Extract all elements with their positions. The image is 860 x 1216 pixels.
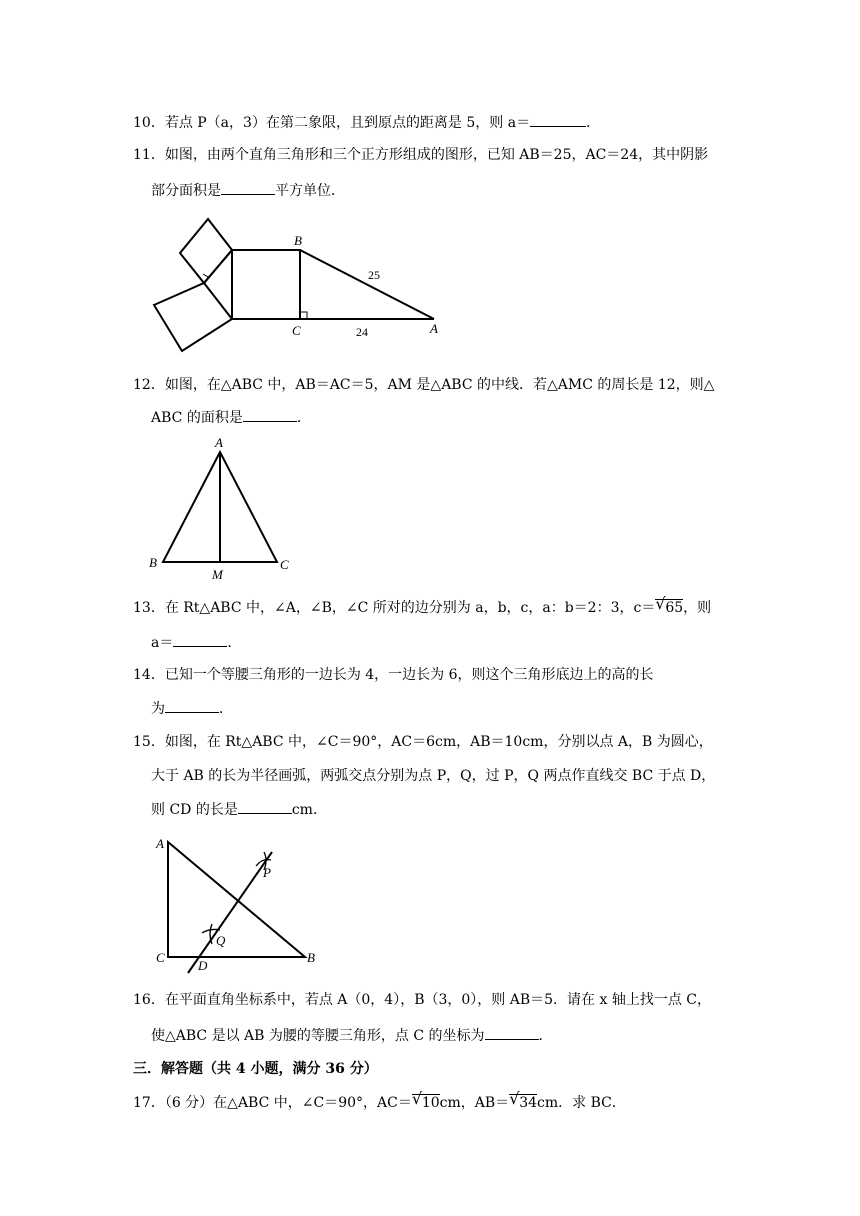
question-13-line1: 13．在 Rt△ABC 中，∠A，∠B，∠C 所对的边分别为 a，b，c，a：b＝2：3，c＝ √ 65，则 [133, 594, 712, 616]
answer-blank[interactable] [243, 407, 297, 422]
question-17: 17．（6 分）在△ABC 中，∠C＝90°，AC＝ √ 10cm，AB＝ √ 34cm．求 BC． [133, 1089, 626, 1111]
label-c: C [156, 950, 165, 965]
question-10: 10．若点 P（a，3）在第二象限，且到原点的距离是 5，则 a＝ ． [133, 112, 600, 133]
question-11-line2: 部分面积是 平方单位． [151, 180, 345, 201]
question-15-line1: 15．如图，在 Rt△ABC 中，∠C＝90°，AC＝6cm，AB＝10cm，分别以点 A，B 为圆心， [133, 734, 713, 750]
label-25: 25 [368, 268, 380, 282]
answer-blank[interactable] [221, 180, 275, 195]
label-b: B [307, 950, 315, 965]
answer-blank[interactable] [485, 1025, 539, 1040]
label-a: A [156, 836, 164, 851]
medium-square [154, 283, 232, 351]
question-12-line2: ABC 的面积是 ． [151, 407, 311, 428]
q10-text: 10．若点 P（a，3）在第二象限，且到原点的距离是 5，则 a＝ [133, 115, 531, 131]
figure-squares-triangle [150, 215, 450, 355]
label-p: P [263, 865, 271, 880]
triangle-abc [168, 842, 305, 957]
big-square [232, 250, 300, 319]
hypotenuse-ab [300, 250, 434, 319]
question-12-line1: 12．如图，在△ABC 中，AB＝AC＝5，AM 是△ABC 的中线．若△AMC 的周长是 12，则△ [133, 377, 715, 393]
answer-blank[interactable] [165, 698, 219, 713]
question-14-line2: 为 ． [151, 698, 233, 719]
question-15-line2: 大于 AB 的长为半径画弧，两弧交点分别为点 P，Q，过 P，Q 两点作直线交 BC 于点 D， [151, 768, 716, 784]
sqrt-65: √ 65 [655, 594, 684, 616]
label-a: A [430, 321, 438, 336]
label-b: B [149, 555, 157, 570]
label-m: M [212, 567, 223, 582]
question-14-line1: 14．已知一个等腰三角形的一边长为 4，一边长为 6，则这个三角形底边上的高的长 [133, 667, 654, 683]
question-13-line2: a＝ ． [151, 632, 241, 653]
figure-perpendicular-bisector [150, 830, 340, 980]
question-16-line1: 16．在平面直角坐标系中，若点 A（0，4），B（3，0），则 AB＝5．请在 x 轴上找一点 C， [133, 992, 712, 1008]
label-d: D [198, 958, 208, 973]
label-c: C [280, 557, 289, 572]
figure-isosceles-triangle [145, 432, 305, 582]
answer-blank[interactable] [530, 112, 586, 127]
label-q: Q [216, 933, 226, 948]
sqrt-34: √ 34 [509, 1089, 538, 1111]
label-a: A [215, 435, 223, 450]
label-24: 24 [356, 325, 368, 339]
right-angle-mark [203, 274, 208, 282]
question-11-line1: 11．如图，由两个直角三角形和三个正方形组成的图形，已知 AB＝25，AC＝24，其中阴影 [133, 147, 709, 163]
right-angle-mark [300, 312, 307, 319]
section-3-title: 三．解答题（共 4 小题，满分 36 分） [133, 1061, 378, 1077]
answer-blank[interactable] [173, 632, 227, 647]
question-15-line3: 则 CD 的长是 cm． [151, 799, 327, 820]
question-16-line2: 使△ABC 是以 AB 为腰的等腰三角形，点 C 的坐标为 ． [151, 1025, 553, 1046]
label-b: B [294, 233, 302, 248]
answer-blank[interactable] [238, 799, 292, 814]
small-square [180, 219, 232, 283]
label-c: C [292, 323, 301, 338]
sqrt-10: √ 10 [411, 1089, 440, 1111]
